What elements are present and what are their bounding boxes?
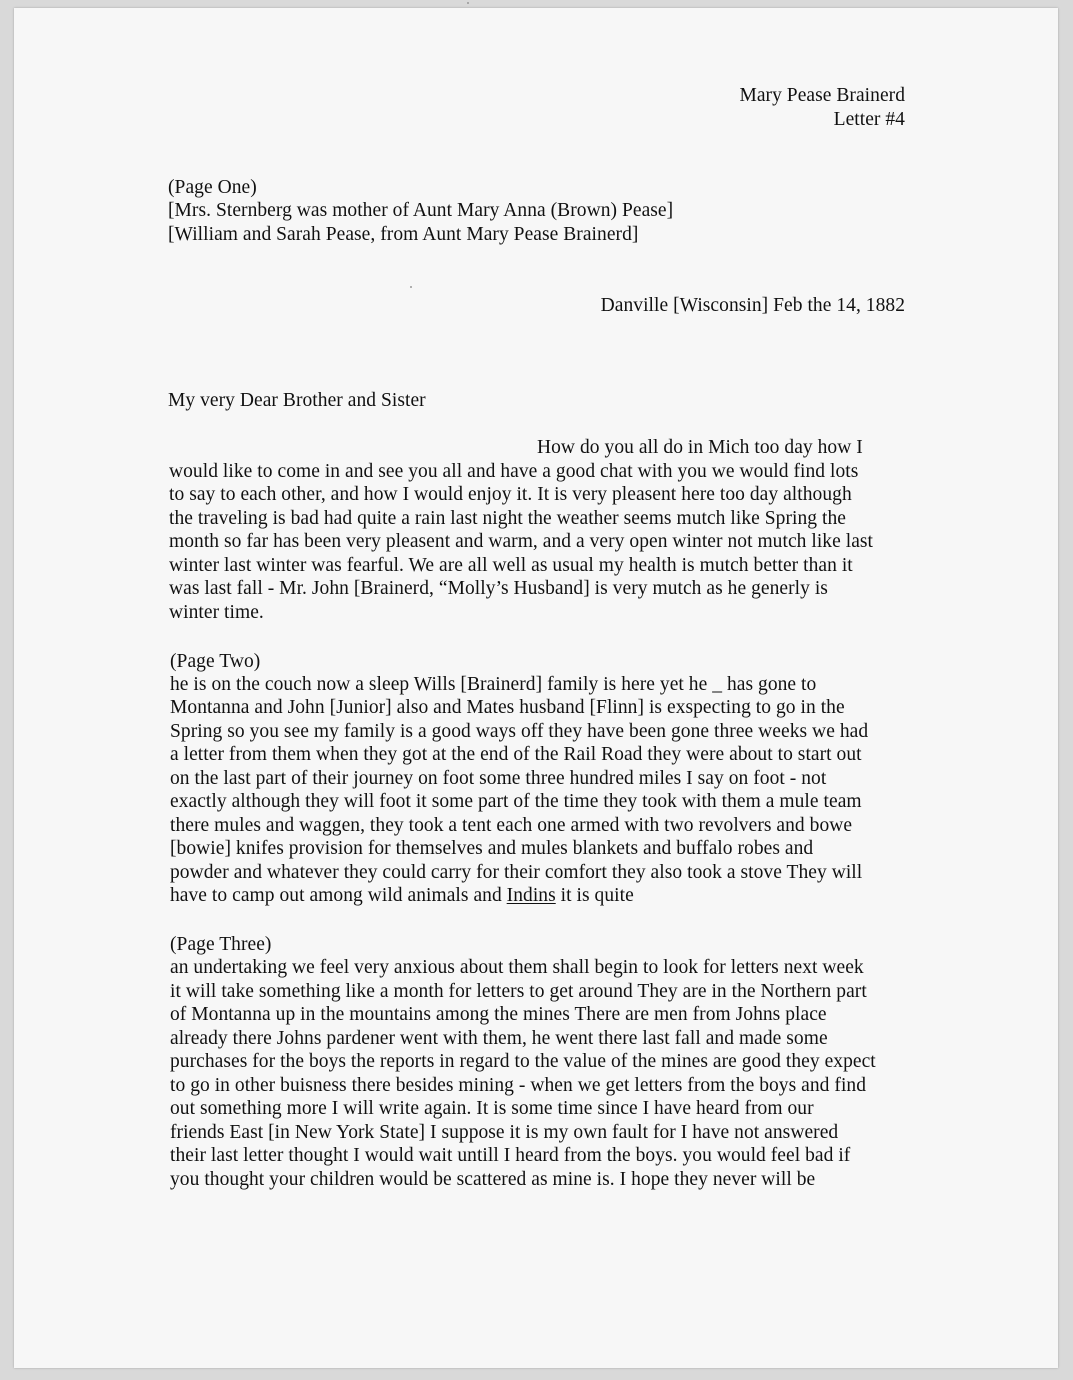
page-two-heading: (Page Two) [170,651,261,672]
paragraph-line: a letter from them when they got at the end of the Rail Road they were about to start out [170,744,862,765]
paragraph-line: an undertaking we feel very anxious about them shall begin to look for letters next week [170,957,864,978]
paragraph-line: it will take something like a month for letters to get around They are in the Northern part [170,981,867,1002]
paragraph-line: Spring so you see my family is a good ways off they have been gone three weeks we had [170,721,869,742]
editor-note: [William and Sarah Pease, from Aunt Mary Pease Brainerd] [168,224,639,245]
paragraph-line: Montanna and John [Junior] also and Mates husband [Flinn] is exspecting to go in the [170,697,845,718]
paragraph-line: to go in other buisness there besides mining - when we get letters from the boys and find [170,1075,867,1096]
header-author: Mary Pease Brainerd [739,85,905,106]
paragraph-line: to say to each other, and how I would enjoy it. It is very pleasent here too day although [169,484,852,505]
dateline: Danville [Wisconsin] Feb the 14, 1882 [600,295,905,316]
paragraph-line: you thought your children would be scattered as mine is. I hope they never will be [170,1169,816,1190]
paragraph-line: [bowie] knifes provision for themselves and mules blankets and buffalo robes and [170,838,814,859]
paragraph-line: already there Johns pardener went with them, he went there last fall and made some [170,1028,828,1049]
underlined-word: Indins [506,885,556,906]
paragraph-line: out something more I will write again. It is some time since I have heard from our [170,1098,814,1119]
paragraph-line: their last letter thought I would wait untill I heard from the boys. you would feel bad if [170,1145,851,1166]
paragraph-line: exactly although they will foot it some part of the time they took with them a mule team [170,791,862,812]
header-letter-number: Letter #4 [833,109,905,130]
paragraph-line: How do you all do in Mich too day how I [537,437,863,458]
paragraph-line: winter time. [169,602,264,623]
paragraph-line: he is on the couch now a sleep Wills [Brainerd] family is here yet he _ has gone to [170,674,817,695]
paragraph-line: purchases for the boys the reports in regard to the value of the mines are good they expect [170,1051,876,1072]
paragraph-line: on the last part of their journey on foot some three hundred miles I say on foot - not [170,768,827,789]
text-run: it is quite [555,885,634,906]
paragraph-line: was last fall - Mr. John [Brainerd, “Molly’s Husband] is very mutch as he generly is [169,578,828,599]
paragraph-line [170,884,634,907]
paragraph-line: of Montanna up in the mountains among the mines There are men from Johns place [170,1004,827,1025]
page-three-heading: (Page Three) [170,934,272,955]
paragraph-line: friends East [in New York State] I suppose it is my own fault for I have not answered [170,1122,839,1143]
editor-note: [Mrs. Sternberg was mother of Aunt Mary Anna (Brown) Pease] [168,200,674,221]
page-one-heading: (Page One) [168,177,257,198]
paper-speck [467,2,469,4]
salutation: My very Dear Brother and Sister [168,390,426,411]
paragraph-line: winter last winter was fearful. We are all well as usual my health is mutch better than it [169,555,853,576]
paragraph-line: there mules and waggen, they took a tent each one armed with two revolvers and bowe [170,815,853,836]
paragraph-line: would like to come in and see you all and have a good chat with you we would find lots [169,461,859,482]
paragraph-line: powder and whatever they could carry for their comfort they also took a stove They will [170,862,863,883]
letter-page [14,8,1058,1368]
text-run: have to camp out among wild animals and [170,885,507,906]
paragraph-line: the traveling is bad had quite a rain last night the weather seems mutch like Spring the [169,508,846,529]
paper-speck [410,286,412,288]
paragraph-line: month so far has been very pleasent and warm, and a very open winter not mutch like last [169,531,874,552]
